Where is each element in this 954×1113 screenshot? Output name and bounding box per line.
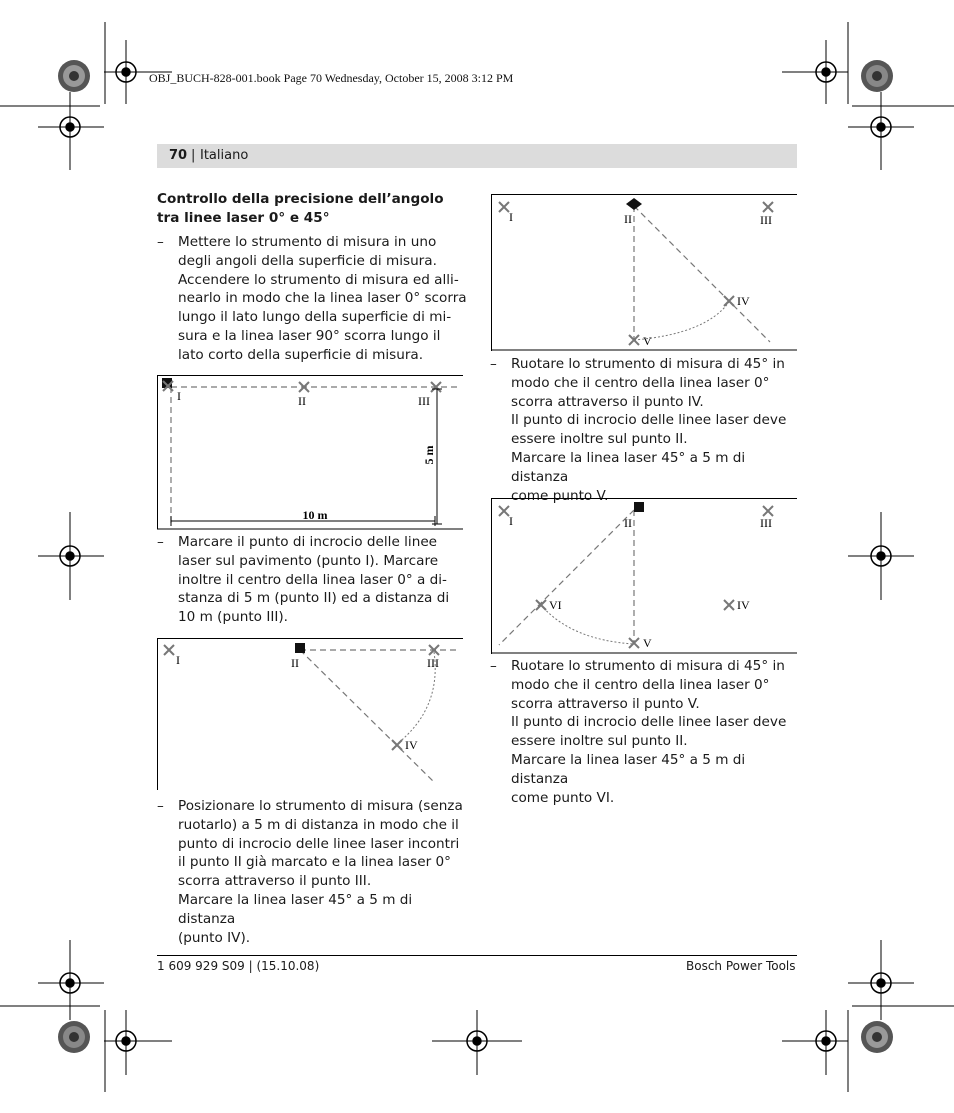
step-dash: – — [157, 798, 164, 814]
figure-3 — [491, 194, 797, 351]
step-line: Ruotare lo strumento di misura di 45° in — [511, 356, 785, 372]
section-title: Controllo della precisione dell’angolo tra linee laser 0° e 45° — [157, 191, 444, 226]
fig1-label-II: II — [298, 394, 306, 408]
fig1-dim-5m: 5 m — [422, 445, 436, 465]
step-line: Accendere lo strumento di misura ed alli- — [178, 271, 459, 288]
step-dash: – — [157, 534, 164, 550]
fig3-label-III: III — [760, 213, 772, 227]
step-line: Ruotare lo strumento di misura di 45° in — [511, 658, 785, 674]
step-line: lato corto della superficie di misura. — [178, 346, 424, 363]
page-number: 70 — [169, 148, 188, 163]
step-3 — [157, 797, 468, 947]
step-line: laser sul pavimento (punto I). Marcare — [178, 552, 439, 569]
figure-2 — [157, 638, 463, 790]
step-dash: – — [490, 658, 497, 674]
fig2-label-II: II — [291, 656, 299, 670]
step-line: Marcare la linea laser 45° a 5 m di distanza — [511, 449, 746, 485]
fig3-label-IV: IV — [737, 294, 750, 308]
step-line: Il punto di incrocio delle linee laser deve — [511, 714, 787, 731]
fig2-label-III: III — [427, 656, 439, 670]
page-header — [157, 144, 797, 168]
step-line: stanza di 5 m (punto II) ed a distanza di — [178, 590, 450, 607]
step-line: come punto V. — [511, 487, 609, 504]
step-line: modo che il centro della linea laser 0° — [511, 374, 770, 391]
fig4-label-II: II — [624, 516, 632, 530]
step-line: (punto IV). — [178, 929, 251, 946]
step-line: come punto VI. — [511, 789, 615, 806]
fig1-dim-10m: 10 m — [302, 508, 328, 522]
step-4 — [490, 355, 801, 505]
step-line: Marcare il punto di incrocio delle linee — [178, 534, 438, 550]
step-line: Marcare la linea laser 45° a 5 m di distanza — [511, 751, 746, 787]
step-line: lungo il lato lungo della superficie di mi- — [178, 309, 452, 326]
step-2 — [157, 533, 468, 627]
step-line: 10 m (punto III). — [178, 609, 288, 626]
step-5 — [490, 657, 801, 807]
fig1-label-I: I — [177, 389, 181, 403]
fig4-label-VI: VI — [549, 598, 562, 612]
fig1-label-III: III — [418, 394, 430, 408]
fig2-label-I: I — [176, 653, 180, 667]
figure-1 — [157, 375, 463, 531]
step-line: scorra attraverso il punto IV. — [511, 393, 704, 410]
print-info-line: OBJ_BUCH-828-001.book Page 70 Wednesday, October 15, 2008 3:12 PM — [149, 71, 514, 85]
step-dash: – — [157, 234, 164, 250]
fig4-label-V: V — [643, 636, 652, 650]
step-line: degli angoli della superficie di misura. — [178, 252, 437, 269]
step-1 — [157, 233, 468, 365]
fig4-label-I: I — [509, 514, 513, 528]
step-line: nearlo in modo che la linea laser 0° scorra — [178, 290, 467, 307]
figure-4 — [491, 498, 797, 654]
fig3-label-V: V — [643, 334, 652, 348]
step-line: essere inoltre sul punto II. — [511, 733, 688, 750]
step-line: scorra attraverso il punto III. — [178, 873, 372, 890]
fig4-label-III: III — [760, 516, 772, 530]
footer-rule — [157, 955, 797, 956]
fig4-label-IV: IV — [737, 598, 750, 612]
step-line: ruotarlo) a 5 m di distanza in modo che il — [178, 816, 459, 833]
fig3-label-II: II — [624, 212, 632, 226]
step-dash: – — [490, 356, 497, 372]
step-line: Posizionare lo strumento di misura (senza — [178, 798, 463, 814]
step-line: punto di incrocio delle linee laser incontri — [178, 835, 460, 852]
step-line: essere inoltre sul punto II. — [511, 431, 688, 448]
step-line: scorra attraverso il punto V. — [511, 695, 700, 712]
fig3-label-I: I — [509, 210, 513, 224]
step-line: sura e la linea laser 90° scorra lungo il — [178, 327, 441, 344]
step-line: Marcare la linea laser 45° a 5 m di distanza — [178, 891, 413, 927]
header-language: Italiano — [200, 148, 249, 163]
footer-doc-number: 1 609 929 S09 | (15.10.08) — [157, 959, 320, 973]
step-line: Il punto di incrocio delle linee laser deve — [511, 412, 787, 429]
header-separator: | — [191, 148, 196, 163]
fig2-label-IV: IV — [405, 738, 418, 752]
step-line: modo che il centro della linea laser 0° — [511, 676, 770, 693]
step-line: il punto II già marcato e la linea laser 0° — [178, 854, 451, 871]
footer-brand: Bosch Power Tools — [686, 959, 796, 973]
step-line: Mettere lo strumento di misura in uno — [178, 234, 437, 250]
step-line: inoltre il centro della linea laser 0° a di- — [178, 571, 447, 588]
